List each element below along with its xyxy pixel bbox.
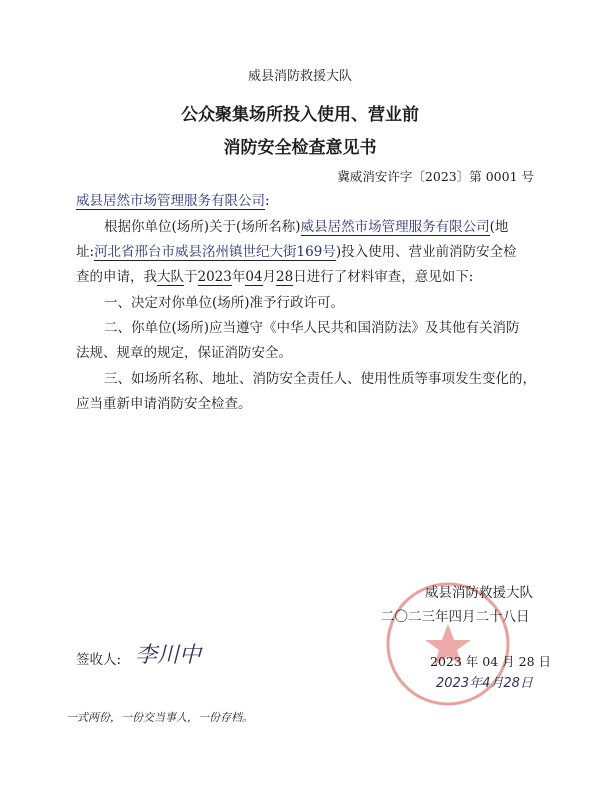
text-segment: 于	[184, 269, 198, 285]
issuing-org-header: 威县消防救援大队	[247, 69, 352, 84]
signee-signature: 李川中	[135, 643, 202, 668]
opinion-item-3-line1: 三、如场所名称、地址、消防安全责任人、使用性质等事项发生变化的，	[104, 371, 536, 387]
text-segment: 根据你单位(场所)关于(场所名称)	[104, 219, 301, 235]
review-day: 28	[276, 269, 294, 285]
text-segment: 日进行了材料审查，意见如下:	[293, 269, 474, 285]
handwritten-date: 2023年4月28日	[436, 676, 533, 691]
opinion-item-2-line2: 法规、规章的规定，保证消防安全。	[76, 345, 292, 361]
opinion-item-2-line1: 二、你单位(场所)应当遵守《中华人民共和国消防法》及其他有关消防	[104, 320, 520, 336]
text-segment: 址:	[76, 244, 95, 260]
review-year: 2023	[197, 269, 232, 285]
body-line-2	[76, 243, 517, 261]
body-company-name: 威县居然市场管理服务有限公司	[300, 219, 490, 235]
copies-note: 一式两份，一份交当事人，一份存档。	[66, 711, 253, 724]
issuer-name: 威县消防救援大队	[425, 585, 533, 601]
text-segment: 月	[262, 269, 277, 285]
opinion-item-3-line2: 应当重新申请消防安全检查。	[76, 396, 252, 412]
recipient-name: 威县居然市场管理服务有限公司	[76, 193, 265, 209]
issue-date-chinese: 二〇二三年四月二十八日	[381, 609, 530, 625]
signee-label: 签收人:	[76, 652, 122, 668]
body-address: 河北省邢台市威县洺州镇世纪大街169号	[94, 244, 336, 260]
recipient-line	[76, 192, 270, 210]
document-title-line2: 消防安全检查意见书	[223, 138, 377, 158]
body-line-3	[76, 268, 473, 286]
text-segment: )投入使用、营业前消防安全检	[335, 244, 517, 260]
issue-date-numeric: 2023 年 04 月 28 日	[430, 654, 551, 669]
document-number: 冀威消安许字〔2023〕第 0001 号	[337, 169, 534, 184]
document-title-line1: 公众聚集场所投入使用、营业前	[181, 105, 419, 125]
text-segment: 年	[231, 269, 246, 285]
text-segment: (地	[489, 219, 509, 235]
review-month: 04	[245, 269, 263, 285]
unit-name: 大队	[157, 269, 184, 285]
body-line-1	[104, 218, 508, 236]
text-segment: 查的申请，我	[76, 269, 157, 285]
opinion-item-1: 一、决定对你单位(场所)准予行政许可。	[104, 295, 345, 311]
recipient-colon: :	[265, 193, 270, 209]
